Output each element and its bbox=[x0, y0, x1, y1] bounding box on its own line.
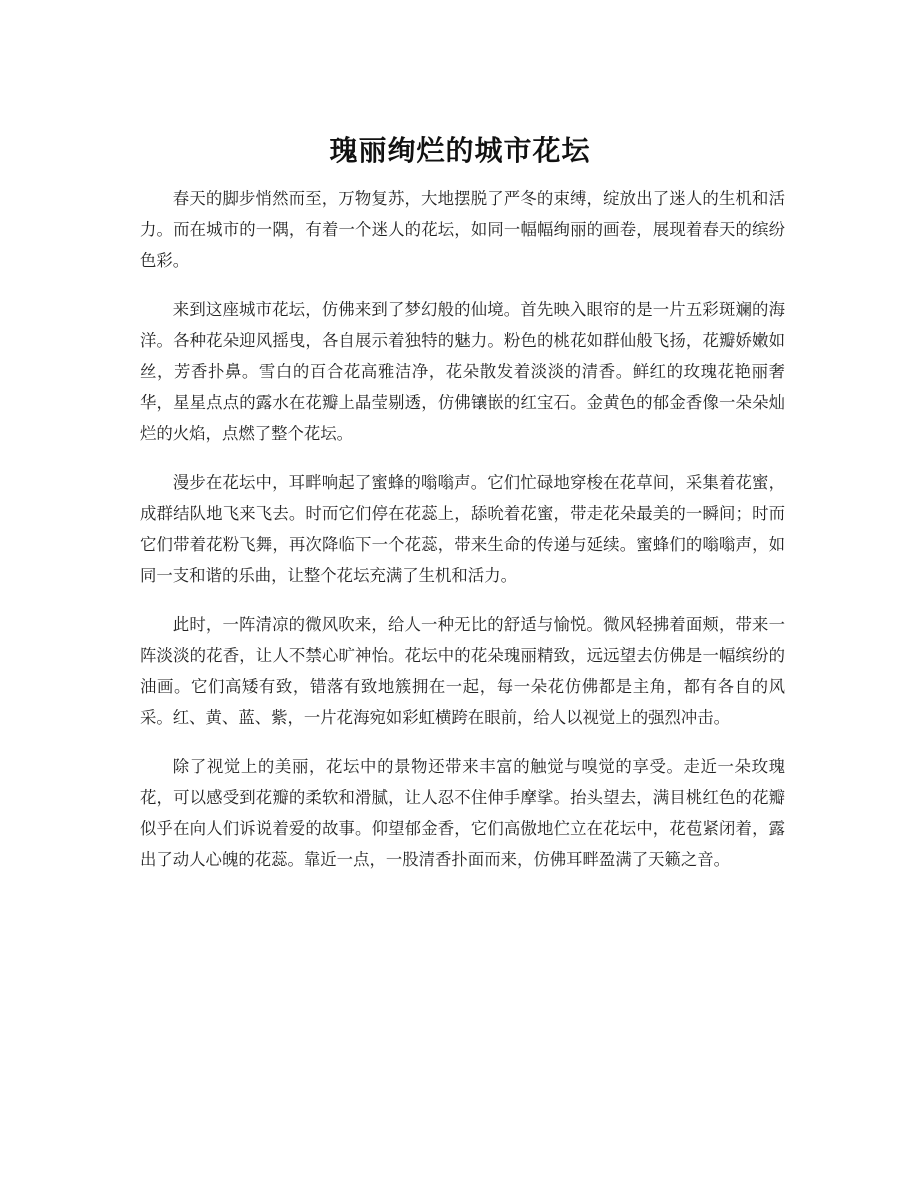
paragraph-1: 春天的脚步悄然而至，万物复苏，大地摆脱了严冬的束缚，绽放出了迷人的生机和活力。而在城市的一隅，有着一个迷人的花坛，如同一幅幅绚丽的画卷，展现着春天的缤纷色彩。 bbox=[140, 189, 785, 270]
document-title: 瑰丽绚烂的城市花坛 bbox=[329, 133, 591, 167]
paragraph-5: 除了视觉上的美丽，花坛中的景物还带来丰富的触觉与嗅觉的享受。走近一朵玫瑰花，可以感受到花瓣的柔软和滑腻，让人忍不住伸手摩挲。抬头望去，满目桃红色的花瓣似乎在向人们诉说着爱的故事。仰望郁金香，它们高傲地伫立在花坛中，花苞紧闭着，露出了动人心魄的花蕊。靠近一点，一股清香扑面而来，仿佛耳畔盈满了天籁之音。 bbox=[140, 757, 785, 869]
paragraph-3: 漫步在花坛中，耳畔响起了蜜蜂的嗡嗡声。它们忙碌地穿梭在花草间，采集着花蜜，成群结队地飞来飞去。时而它们停在花蕊上，舔吮着花蜜，带走花朵最美的一瞬间；时而它们带着花粉飞舞，再次降临下一个花蕊，带来生命的传递与延续。蜜蜂们的嗡嗡声，如同一支和谐的乐曲，让整个花坛充满了生机和活力。 bbox=[140, 473, 785, 585]
paragraph-4: 此时，一阵清凉的微风吹来，给人一种无比的舒适与愉悦。微风轻拂着面颊，带来一阵淡淡的花香，让人不禁心旷神怡。花坛中的花朵瑰丽精致，远远望去仿佛是一幅缤纷的油画。它们高矮有致，错落有致地簇拥在一起，每一朵花仿佛都是主角，都有各自的风采。红、黄、蓝、紫，一片花海宛如彩虹横跨在眼前，给人以视觉上的强烈冲击。 bbox=[140, 615, 785, 727]
paragraph-2: 来到这座城市花坛，仿佛来到了梦幻般的仙境。首先映入眼帘的是一片五彩斑斓的海洋。各种花朵迎风摇曳，各自展示着独特的魅力。粉色的桃花如群仙般飞扬，花瓣娇嫩如丝，芳香扑鼻。雪白的百合花高雅洁净，花朵散发着淡淡的清香。鲜红的玫瑰花艳丽奢华，星星点点的露水在花瓣上晶莹剔透，仿佛镶嵌的红宝石。金黄色的郁金香像一朵朵灿烂的火焰，点燃了整个花坛。 bbox=[140, 300, 785, 443]
document-body bbox=[140, 183, 785, 893]
